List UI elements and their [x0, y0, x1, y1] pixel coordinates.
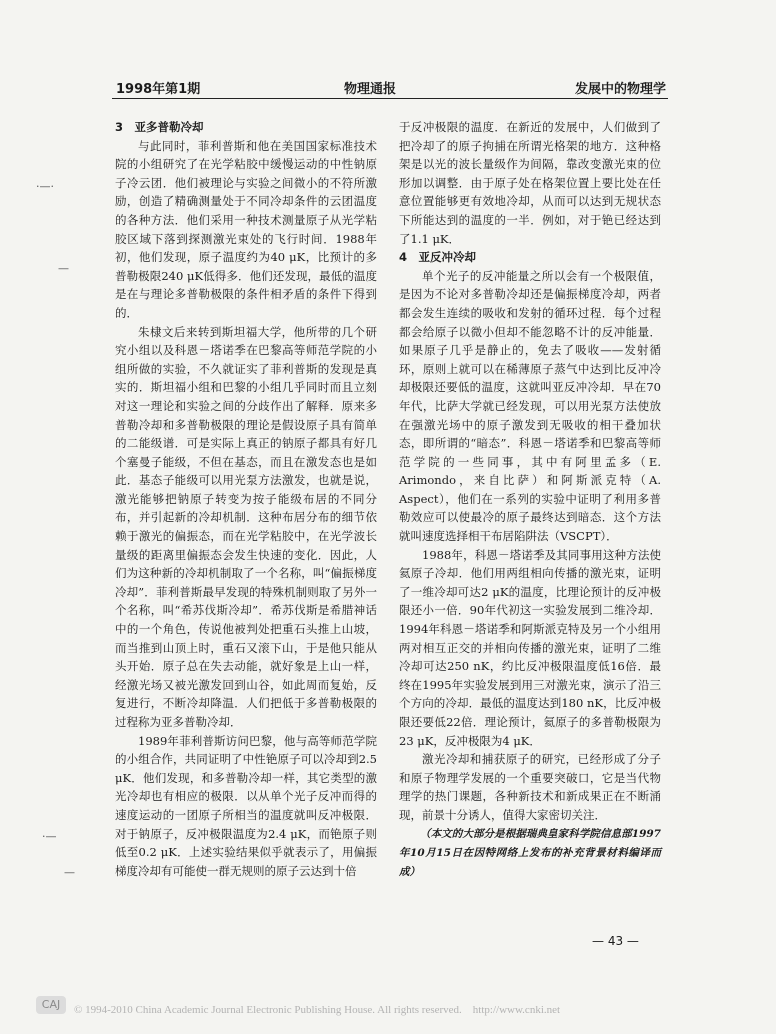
paragraph: 1989年菲利普斯访问巴黎，他与高等师范学院的小组合作，共同证明了中性铯原子可以冷却到2.5 μK．他们发现，和多普勒冷却一样，其它类型的激光冷却也有相应的极限．以从单个光子反冲而得的速度运动的一团原子所相当的温度就叫反冲极限．对于钠原子，反冲极限温度为2.4 μK，而铯原子则低至0.2 μK．上述实验结果似乎就表示了，用偏振梯度冷却有可能使一群无规则的原子云达到十倍: [115, 733, 377, 878]
cnki-logo-icon: CAJ: [36, 996, 66, 1014]
paragraph: 1988年，科恩－塔诺季及其同事用这种方法使氦原子冷却．他们用两组相向传播的激光束，证明了一维冷却可达2 μK的温度，比理论预计的反冲极限还小一倍．90年代初这一实验发展到二维冷却．1994年科恩－塔诺季和阿斯派克特及另一个小组用两对相互正交的并相向传播的激光束，证明了二维冷却可达250 nK，约比反冲极限温度低16倍．最终在1995年实验发展到用三对激光束，演示了沿三个方向的冷却．最低的温度达到180 nK，比反冲极限还要低22倍．理论预计，氦原子的多普勒极限为23 μK，反冲极限为4 μK．: [399, 547, 661, 748]
left-column: [115, 118, 377, 880]
margin-mark: ·—·: [36, 180, 54, 193]
section-name: 发展中的物理学: [574, 82, 666, 97]
section-heading: 4 亚反冲冷却: [399, 250, 477, 265]
margin-mark: —: [64, 866, 75, 879]
paragraph: 激光冷却和捕获原子的研究，已经形成了分子和原子物理学发展的一个重要突破口，它是当代物理学的热门课题，各种新技术和新成果正在不断涌现，前景十分诱人，值得大家密切关注．: [399, 752, 661, 822]
right-column: [399, 118, 661, 882]
paragraph: 于反冲极限的温度．在新近的发展中，人们做到了把冷却了的原子拘捕在所谓光格架的地方．这种格架是以光的波长量级作为间隔，靠改变激光束的位形加以调整．由于原子处在格架位置上要比处在任意位置能够更有效地冷却，从而可以达到无规状态下所能达到的温度的一半．例如，对于铯已经达到了1.1 μK．: [399, 120, 661, 246]
issue-label: 1998年第1期: [116, 82, 201, 97]
copyright-footer: © 1994-2010 China Academic Journal Electronic Publishing House. All rights reserved. http://www.cnki.net: [74, 1004, 561, 1016]
page-number: — 43 —: [592, 934, 639, 948]
paragraph: 朱棣文后来转到斯坦福大学，他所带的几个研究小组以及科恩－塔诺季在巴黎高等师范学院的小组所做的实验，不久就证实了菲利普斯的发现是真实的．斯坦福小组和巴黎的小组几乎同时而且立刻对这一理论和实验之间的分歧作出了解释．原来多普勒冷却和多普勒极限的理论是假设原子具有简单的二能级谱．可是实际上真正的钠原子都具有好几个塞曼子能级，不但在基态，而且在激发态也是如此．基态子能级可以用光泵方法激发，也就是说，激光能够把钠原子转变为按子能级布居的不同分布，并引起新的冷却机制．这种布居分布的细节依赖于激光的偏振态，而在光学粘胶中，在光学波长量级的距离里偏振态会发生快速的变化．因此，人们为这种新的冷却机制取了一个名称，叫“偏振梯度冷却”．菲利普斯最早发现的特殊机制则取了另外一个名称，叫“希苏伐斯冷却”．希苏伐斯是希腊神话中的一个角色，传说他被判处把重石头推上山坡，而当推到山顶上时，重石又滚下山，于是他只能从头开始．原子总在失去动能，就好象是上山一样，经激光场又被光激发回到山谷，如此周而复始，反复进行，不断冷却降温．人们把低于多普勒极限的过程称为亚多普勒冷却．: [115, 324, 377, 729]
paragraph: 与此同时，菲利普斯和他在美国国家标准技术院的小组研究了在光学粘胶中缓慢运动的中性钠原子冷云团．他们被理论与实验之间微小的不符所激励，创造了精确测量处于不同冷却条件的云团温度的各种方法．他们采用一种技术测量原子从光学粘胶区域下落到探测激光束处的飞行时间．1988年初，他们发现，原子温度约为40 μK，比预计的多普勒极限240 μK低得多．他们还发现，最低的温度是在与理论多普勒极限的条件相矛盾的条件下得到的．: [115, 138, 377, 320]
source-note: （本文的大部分是根据瑞典皇家科学院信息部1997年10月15日在因特网络上发布的补充背景材料编译而成）: [399, 827, 661, 878]
margin-mark: —: [58, 262, 69, 275]
running-header: [112, 78, 668, 99]
paragraph: 单个光子的反冲能量之所以会有一个极限值，是因为不论对多普勒冷却还是偏振梯度冷却，两者都会发生连续的吸收和发射的循环过程．每个过程都会给原子以微小但却不能忽略不计的反冲能量．如果原子几乎是静止的，免去了吸收——发射循环，原则上就可以在稀薄原子蒸气中达到比反冲冷却极限还要低的温度，这就叫亚反冲冷却．早在70年代，比萨大学就已经发现，可以用光泵方法使放在强激光场中的原子激发到无吸收的相干叠加状态，即所谓的“暗态”．科恩－塔诺季和巴黎高等师范学院的一些同事，其中有阿里孟多（E. Arimondo，来自比萨）和阿斯派克特（A. Aspect），他们在一系列的实验中证明了利用多普勒效应可以使最冷的原子最终达到暗态．这个方法就叫速度选择相干布居陷阱法（VSCPT）．: [399, 268, 661, 544]
section-heading: 3 亚多普勒冷却: [115, 120, 204, 134]
margin-mark: ·—: [42, 830, 57, 843]
journal-name: 物理通报: [344, 82, 397, 97]
